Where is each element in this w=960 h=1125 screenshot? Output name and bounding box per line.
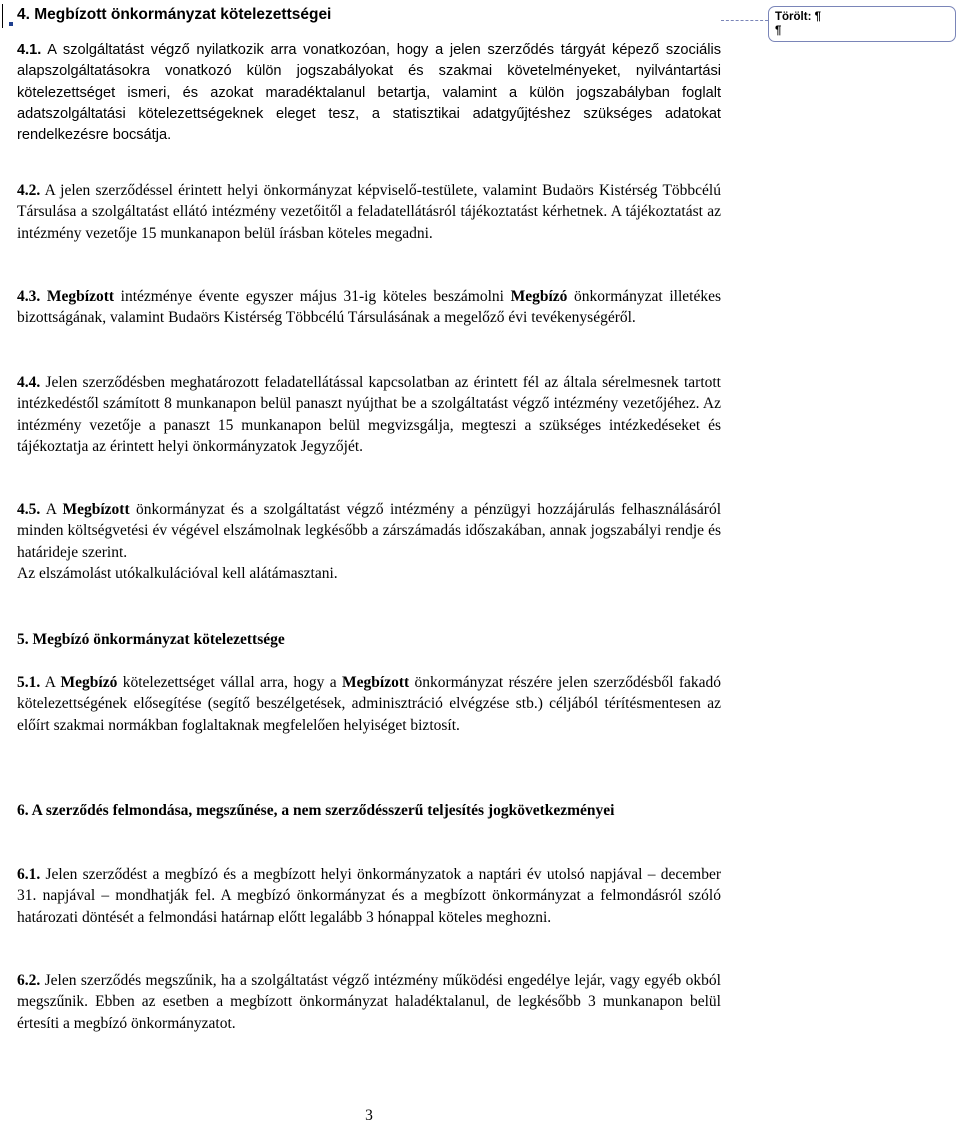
paragraph-text: Jelen szerződésben meghatározott feladatellátással kapcsolatban az érintett fél az általa sérelmesnek tartott intézkedéstől számított 8 munkanapon belül panaszt nyújthat be a szolgáltatást végző intézmény vezetőjéhez. Az intézmény vezetője a panaszt 15 munkanapon belül megvizsgálja, megteszi a szükséges intézkedéseket és tájékoztatja az érintett helyi önkormányzatok Jegyzőjét. [17, 374, 721, 455]
term-megbizott: Megbízott [46, 288, 115, 305]
paragraph-4-1 [17, 40, 721, 146]
paragraph-number: 4.1. [17, 42, 42, 58]
paragraph-4-2 [17, 180, 721, 244]
paragraph-text: A szolgáltatást végző nyilatkozik arra vonatkozóan, hogy a jelen szerződés tárgyát képező szociális alapszolgáltatásokra vonatkozó külön jogszabályokat és szakmai követelményeket, nyilvántartási kötelezettséget ismeri, és azokat maradéktalanul betartja, valamint a külön jogszabályban foglalt adatszolgáltatási kötelezettségeknek eleget tesz, a statisztikai adatgyűjtéshez szükséges adatokat rendelkezésre bocsátja. [17, 42, 721, 144]
paragraph-number: 4.5. [17, 501, 41, 518]
paragraph-text: önkormányzat illetékes bizottságának, valamint Budaörs Kistérség Többcélú Társulásának a megelőző évi tevékenységéről. [17, 288, 722, 327]
paragraph-number: 4.2. [17, 182, 41, 199]
heading-text: 6. A szerződés felmondása, megszűnése, a nem szerződésszerű teljesítés jogkövetkezményei [17, 802, 615, 819]
paragraph-text: önkormányzat részére jelen szerződésből fakadó kötelezettségének elősegítése (segítő beszélgetések, adminisztráció elvégzése stb.) céljából térítésmentesen az előírt szakmai normákban foglaltaknak megfelelően helyiséget biztosít. [17, 674, 721, 734]
change-marker [9, 22, 13, 26]
paragraph-text: A jelen szerződéssel érintett helyi önkormányzat képviselő-testülete, valamint Budaörs Kistérség Többcélú Társulása a szolgáltatást ellátó intézmény vezetőitől a feladatellátásról tájékoztatást kérhetnek. A tájékoztatást az intézmény vezetője 15 munkanapon belül írásban köteles megadni. [17, 182, 721, 242]
heading-text: 5. Megbízó önkormányzat kötelezettsége [17, 631, 285, 648]
comment-connector-line [721, 20, 768, 21]
paragraph-text: önkormányzat és a szolgáltatást végző intézmény a pénzügyi hozzájárulás felhasználásáról minden költségvetési év végével elszámolnak legkésőbb a zárszámadás időszakában, annak jogszabályi rendje és határideje szerint. [17, 501, 721, 561]
revision-label: Törölt: ¶ [775, 11, 821, 23]
paragraph-text: intézménye évente egyszer május 31-ig köteles beszámolni [114, 288, 511, 305]
term-megbizott: Megbízott [62, 501, 130, 518]
term-megbizo: Megbízó [60, 674, 118, 691]
paragraph-6-2 [17, 970, 721, 1034]
paragraph-text: Jelen szerződés megszűnik, ha a szolgáltatást végző intézmény működési engedélye lejár, vagy egyéb okból megszűnik. Ebben az esetben a megbízott önkormányzat haladéktalanul, de legkésőbb 3 munkanapon belül értesíti a megbízó önkormányzatot. [17, 972, 721, 1032]
page-number: 3 [365, 1107, 373, 1124]
paragraph-4-5 [17, 499, 721, 584]
paragraph-5-1 [17, 672, 721, 736]
paragraph-number: 6.2. [17, 972, 41, 989]
revision-paragraph-mark: ¶ [775, 25, 782, 37]
paragraph-4-3 [17, 286, 721, 329]
change-bar [2, 4, 3, 28]
paragraph-text: kötelezettséget vállal arra, hogy a [117, 674, 343, 691]
paragraph-4-4 [17, 372, 721, 457]
paragraph-number: 6.1. [17, 866, 41, 883]
paragraph-text: Jelen szerződést a megbízó és a megbízott helyi önkormányzatok a naptári év utolsó napjával – december 31. napjával – mondhatják fel. A megbízó önkormányzat és a megbízott önkormányzat a felmondásról szóló határozati döntését a felmondási határnap előtt legalább 3 hónappal köteles meghozni. [17, 866, 721, 926]
paragraph-number: 5.1. [17, 674, 41, 691]
section-4-heading: 4. Megbízott önkormányzat kötelezettségei [17, 6, 332, 23]
term-megbizott: Megbízott [342, 674, 410, 691]
paragraph-text: A [40, 674, 61, 691]
term-megbizo: Megbízó [510, 288, 568, 305]
paragraph-number: 4.4. [17, 374, 41, 391]
section-5-heading [17, 629, 721, 650]
paragraph-6-1 [17, 864, 721, 928]
paragraph-number: 4.3. [17, 288, 41, 305]
paragraph-text: A [40, 501, 63, 518]
paragraph-text: Az elszámolást utókalkulációval kell alátámasztani. [17, 564, 338, 582]
section-6-heading [17, 800, 617, 821]
revision-balloon[interactable] [768, 6, 956, 42]
